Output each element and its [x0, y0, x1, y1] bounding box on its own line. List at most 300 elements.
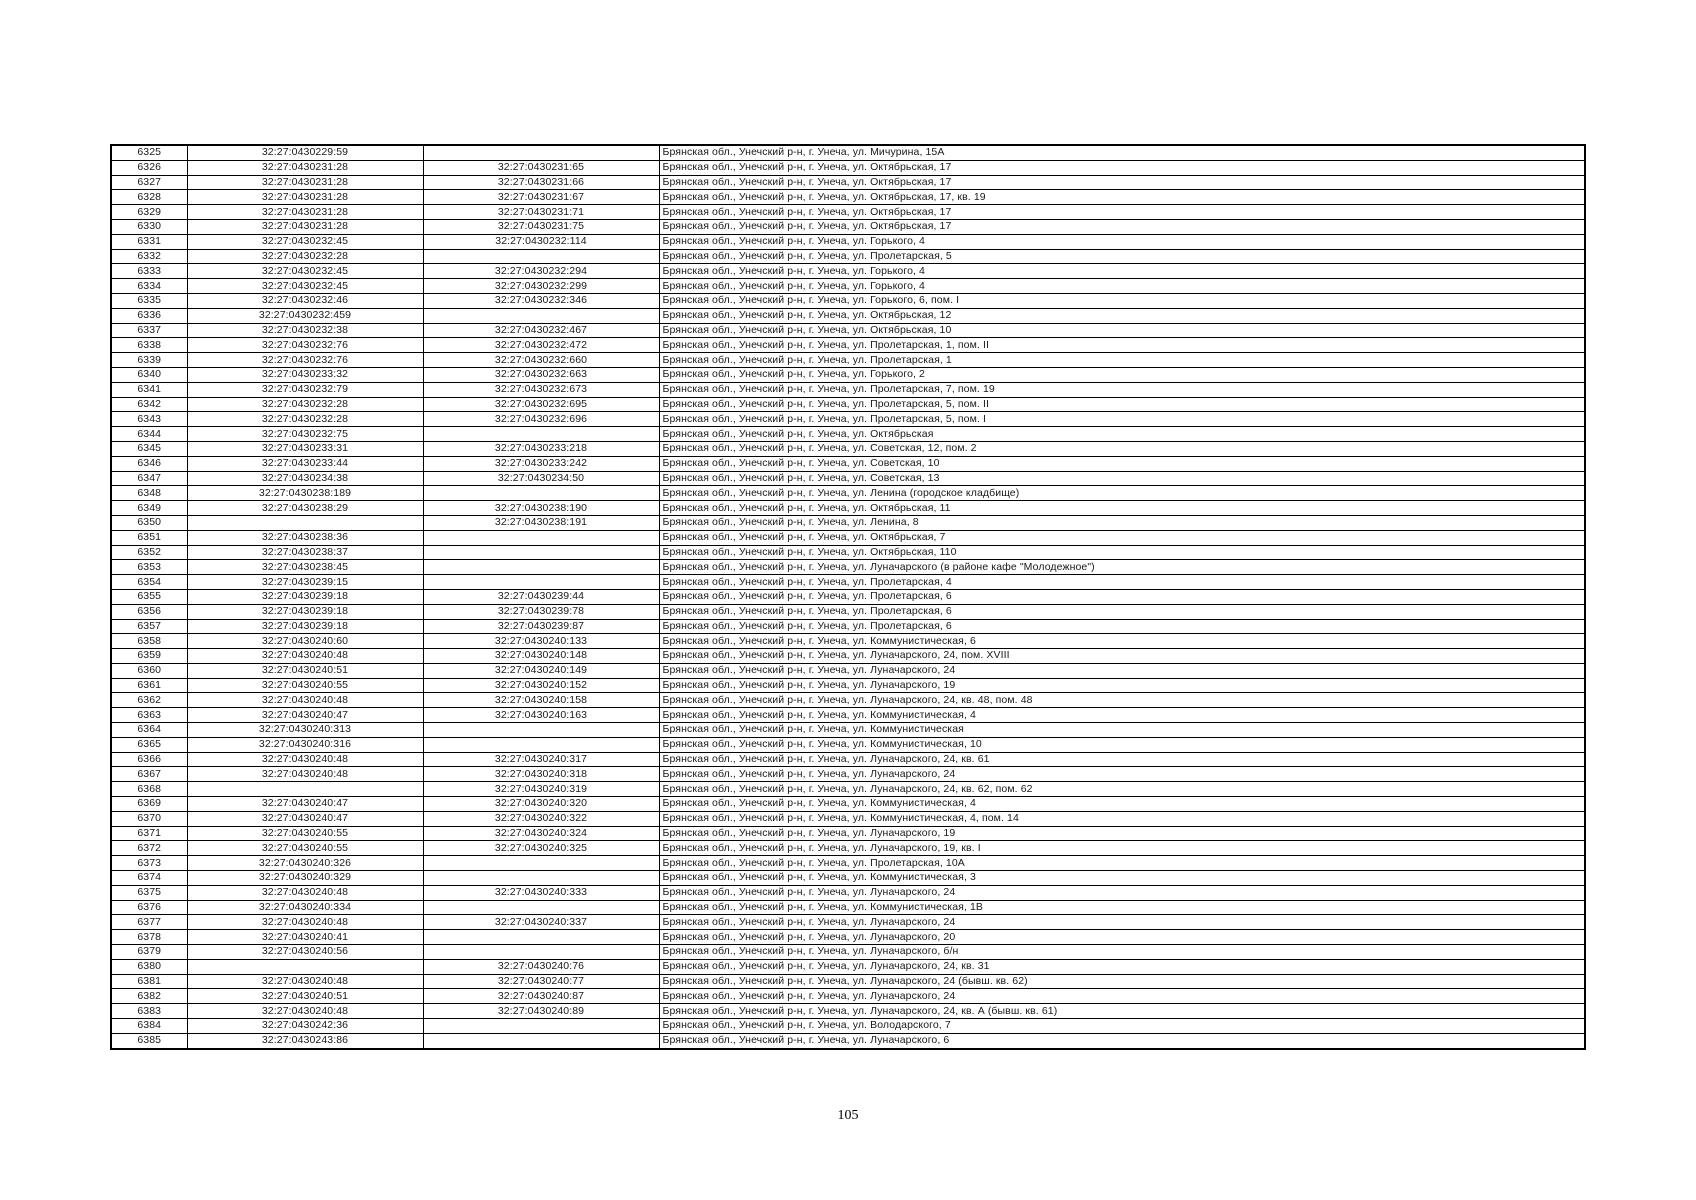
row-number-cell: 6350 [111, 515, 187, 530]
cadastral-number-cell: 32:27:0430232:79 [187, 382, 423, 397]
cadastral-number-cell: 32:27:0430231:28 [187, 190, 423, 205]
cadastral-number-cell: 32:27:0430240:55 [187, 826, 423, 841]
row-number-cell: 6383 [111, 1004, 187, 1019]
table-row [111, 160, 1585, 175]
address-cell: Брянская обл., Унечский р-н, г. Унеча, ул. Ленина (городское кладбище) [659, 486, 1585, 501]
table-row [111, 693, 1585, 708]
table-row [111, 826, 1585, 841]
row-number-cell: 6336 [111, 308, 187, 323]
object-number-cell: 32:27:0430240:333 [423, 885, 659, 900]
table-row [111, 915, 1585, 930]
address-cell: Брянская обл., Унечский р-н, г. Унеча, ул. Луначарского, 19 [659, 826, 1585, 841]
address-cell: Брянская обл., Унечский р-н, г. Унеча, ул. Пролетарская, 7, пом. 19 [659, 382, 1585, 397]
table-row [111, 264, 1585, 279]
object-number-cell: 32:27:0430240:87 [423, 989, 659, 1004]
table-row [111, 382, 1585, 397]
address-cell: Брянская обл., Унечский р-н, г. Унеча, ул. Луначарского (в районе кафе "Молодежное") [659, 560, 1585, 575]
row-number-cell: 6348 [111, 486, 187, 501]
object-number-cell: 32:27:0430238:191 [423, 515, 659, 530]
cadastral-number-cell: 32:27:0430240:334 [187, 900, 423, 915]
table-row [111, 145, 1585, 160]
address-cell: Брянская обл., Унечский р-н, г. Унеча, ул. Коммунистическая [659, 723, 1585, 738]
row-number-cell: 6381 [111, 974, 187, 989]
row-number-cell: 6333 [111, 264, 187, 279]
object-number-cell: 32:27:0430232:114 [423, 234, 659, 249]
table-row [111, 856, 1585, 871]
table-row [111, 945, 1585, 960]
row-number-cell: 6363 [111, 708, 187, 723]
object-number-cell: 32:27:0430231:67 [423, 190, 659, 205]
object-number-cell: 32:27:0430234:50 [423, 471, 659, 486]
object-number-cell: 32:27:0430231:71 [423, 205, 659, 220]
cadastral-number-cell: 32:27:0430232:75 [187, 427, 423, 442]
cadastral-number-cell: 32:27:0430240:326 [187, 856, 423, 871]
row-number-cell: 6372 [111, 841, 187, 856]
object-number-cell: 32:27:0430240:337 [423, 915, 659, 930]
cadastral-number-cell: 32:27:0430232:28 [187, 412, 423, 427]
cadastral-number-cell: 32:27:0430240:41 [187, 930, 423, 945]
table-row [111, 249, 1585, 264]
cadastral-number-cell: 32:27:0430243:86 [187, 1033, 423, 1048]
object-number-cell: 32:27:0430240:324 [423, 826, 659, 841]
cadastral-number-cell: 32:27:0430240:47 [187, 811, 423, 826]
cadastral-number-cell: 32:27:0430240:48 [187, 974, 423, 989]
address-cell: Брянская обл., Унечский р-н, г. Унеча, ул. Луначарского, 24 [659, 885, 1585, 900]
address-cell: Брянская обл., Унечский р-н, г. Унеча, ул. Луначарского, 6 [659, 1033, 1585, 1048]
table-row [111, 797, 1585, 812]
table-row [111, 515, 1585, 530]
table-row [111, 205, 1585, 220]
address-cell: Брянская обл., Унечский р-н, г. Унеча, ул. Луначарского, 24, кв. 48, пом. 48 [659, 693, 1585, 708]
table-row [111, 560, 1585, 575]
cadastral-number-cell: 32:27:0430231:28 [187, 219, 423, 234]
table-row [111, 1033, 1585, 1048]
row-number-cell: 6338 [111, 338, 187, 353]
object-number-cell [423, 723, 659, 738]
row-number-cell: 6339 [111, 353, 187, 368]
address-cell: Брянская обл., Унечский р-н, г. Унеча, ул. Горького, 4 [659, 264, 1585, 279]
row-number-cell: 6358 [111, 634, 187, 649]
cadastral-number-cell: 32:27:0430238:189 [187, 486, 423, 501]
cadastral-number-cell: 32:27:0430232:28 [187, 249, 423, 264]
cadastral-number-cell: 32:27:0430232:76 [187, 353, 423, 368]
row-number-cell: 6335 [111, 293, 187, 308]
address-cell: Брянская обл., Унечский р-н, г. Унеча, ул. Луначарского, 19 [659, 678, 1585, 693]
cadastral-number-cell: 32:27:0430240:48 [187, 752, 423, 767]
table-row [111, 441, 1585, 456]
cadastral-number-cell: 32:27:0430232:45 [187, 279, 423, 294]
address-cell: Брянская обл., Унечский р-н, г. Унеча, ул. Октябрьская, 17, кв. 19 [659, 190, 1585, 205]
object-number-cell: 32:27:0430232:695 [423, 397, 659, 412]
row-number-cell: 6352 [111, 545, 187, 560]
table-row [111, 1004, 1585, 1019]
page-number: 105 [837, 1108, 859, 1123]
object-number-cell: 32:27:0430232:294 [423, 264, 659, 279]
address-cell: Брянская обл., Унечский р-н, г. Унеча, ул. Октябрьская, 11 [659, 501, 1585, 516]
address-cell: Брянская обл., Унечский р-н, г. Унеча, ул. Луначарского, 24, кв. 61 [659, 752, 1585, 767]
cadastral-number-cell: 32:27:0430240:48 [187, 767, 423, 782]
table-row [111, 811, 1585, 826]
cadastral-number-cell: 32:27:0430240:51 [187, 989, 423, 1004]
address-cell: Брянская обл., Унечский р-н, г. Унеча, ул. Октябрьская, 17 [659, 175, 1585, 190]
row-number-cell: 6354 [111, 575, 187, 590]
table-row [111, 575, 1585, 590]
address-cell: Брянская обл., Унечский р-н, г. Унеча, ул. Мичурина, 15А [659, 145, 1585, 160]
row-number-cell: 6325 [111, 145, 187, 160]
address-cell: Брянская обл., Унечский р-н, г. Унеча, ул. Луначарского, 24 [659, 663, 1585, 678]
cadastral-number-cell: 32:27:0430231:28 [187, 175, 423, 190]
row-number-cell: 6347 [111, 471, 187, 486]
object-number-cell [423, 871, 659, 886]
object-number-cell [423, 900, 659, 915]
address-cell: Брянская обл., Унечский р-н, г. Унеча, ул. Луначарского, 24 (бывш. кв. 62) [659, 974, 1585, 989]
address-cell: Брянская обл., Унечский р-н, г. Унеча, ул. Луначарского, 24, кв. 31 [659, 959, 1585, 974]
object-number-cell [423, 1033, 659, 1048]
table-row [111, 338, 1585, 353]
cadastral-number-cell: 32:27:0430242:36 [187, 1019, 423, 1034]
address-cell: Брянская обл., Унечский р-н, г. Унеча, ул. Пролетарская, 5, пом. I [659, 412, 1585, 427]
address-cell: Брянская обл., Унечский р-н, г. Унеча, ул. Луначарского, б/н [659, 945, 1585, 960]
table-row [111, 782, 1585, 797]
table-row [111, 589, 1585, 604]
cadastral-number-cell: 32:27:0430232:38 [187, 323, 423, 338]
table-row [111, 308, 1585, 323]
table-row [111, 619, 1585, 634]
table-row [111, 486, 1585, 501]
address-cell: Брянская обл., Унечский р-н, г. Унеча, ул. Луначарского, 24, пом. XVIII [659, 649, 1585, 664]
table-row [111, 234, 1585, 249]
address-cell: Брянская обл., Унечский р-н, г. Унеча, ул. Октябрьская, 7 [659, 530, 1585, 545]
row-number-cell: 6329 [111, 205, 187, 220]
object-number-cell: 32:27:0430240:319 [423, 782, 659, 797]
row-number-cell: 6378 [111, 930, 187, 945]
table-row [111, 219, 1585, 234]
row-number-cell: 6327 [111, 175, 187, 190]
cadastral-number-cell: 32:27:0430239:15 [187, 575, 423, 590]
cadastral-number-cell: 32:27:0430238:29 [187, 501, 423, 516]
table-row [111, 367, 1585, 382]
address-cell: Брянская обл., Унечский р-н, г. Унеча, ул. Пролетарская, 5 [659, 249, 1585, 264]
object-number-cell: 32:27:0430240:148 [423, 649, 659, 664]
address-cell: Брянская обл., Унечский р-н, г. Унеча, ул. Октябрьская, 10 [659, 323, 1585, 338]
object-number-cell: 32:27:0430240:158 [423, 693, 659, 708]
object-number-cell: 32:27:0430232:663 [423, 367, 659, 382]
table-row [111, 427, 1585, 442]
address-cell: Брянская обл., Унечский р-н, г. Унеча, ул. Луначарского, 19, кв. I [659, 841, 1585, 856]
address-cell: Брянская обл., Унечский р-н, г. Унеча, ул. Октябрьская, 17 [659, 160, 1585, 175]
row-number-cell: 6342 [111, 397, 187, 412]
row-number-cell: 6332 [111, 249, 187, 264]
row-number-cell: 6364 [111, 723, 187, 738]
address-cell: Брянская обл., Унечский р-н, г. Унеча, ул. Пролетарская, 10А [659, 856, 1585, 871]
row-number-cell: 6367 [111, 767, 187, 782]
table-row [111, 723, 1585, 738]
registry-table-body [111, 145, 1585, 1049]
row-number-cell: 6337 [111, 323, 187, 338]
object-number-cell: 32:27:0430240:317 [423, 752, 659, 767]
object-number-cell: 32:27:0430240:89 [423, 1004, 659, 1019]
object-number-cell: 32:27:0430232:346 [423, 293, 659, 308]
cadastral-number-cell: 32:27:0430240:55 [187, 678, 423, 693]
address-cell: Брянская обл., Унечский р-н, г. Унеча, ул. Коммунистическая, 3 [659, 871, 1585, 886]
cadastral-number-cell: 32:27:0430231:28 [187, 205, 423, 220]
address-cell: Брянская обл., Унечский р-н, г. Унеча, ул. Советская, 13 [659, 471, 1585, 486]
address-cell: Брянская обл., Унечский р-н, г. Унеча, ул. Октябрьская [659, 427, 1585, 442]
cadastral-number-cell: 32:27:0430240:55 [187, 841, 423, 856]
address-cell: Брянская обл., Унечский р-н, г. Унеча, ул. Пролетарская, 6 [659, 589, 1585, 604]
row-number-cell: 6340 [111, 367, 187, 382]
address-cell: Брянская обл., Унечский р-н, г. Унеча, ул. Пролетарская, 6 [659, 604, 1585, 619]
table-row [111, 175, 1585, 190]
cadastral-number-cell: 32:27:0430240:51 [187, 663, 423, 678]
registry-table [110, 144, 1586, 1050]
cadastral-number-cell: 32:27:0430232:45 [187, 234, 423, 249]
row-number-cell: 6341 [111, 382, 187, 397]
table-row [111, 663, 1585, 678]
address-cell: Брянская обл., Унечский р-н, г. Унеча, ул. Коммунистическая, 10 [659, 737, 1585, 752]
object-number-cell: 32:27:0430240:152 [423, 678, 659, 693]
cadastral-number-cell: 32:27:0430240:56 [187, 945, 423, 960]
object-number-cell: 32:27:0430240:76 [423, 959, 659, 974]
object-number-cell: 32:27:0430231:65 [423, 160, 659, 175]
table-row [111, 737, 1585, 752]
address-cell: Брянская обл., Унечский р-н, г. Унеча, ул. Горького, 4 [659, 279, 1585, 294]
table-row [111, 930, 1585, 945]
address-cell: Брянская обл., Унечский р-н, г. Унеча, ул. Коммунистическая, 4, пом. 14 [659, 811, 1585, 826]
address-cell: Брянская обл., Унечский р-н, г. Унеча, ул. Луначарского, 24, кв. 62, пом. 62 [659, 782, 1585, 797]
row-number-cell: 6357 [111, 619, 187, 634]
row-number-cell: 6349 [111, 501, 187, 516]
address-cell: Брянская обл., Унечский р-н, г. Унеча, ул. Луначарского, 24 [659, 915, 1585, 930]
object-number-cell [423, 308, 659, 323]
object-number-cell [423, 737, 659, 752]
row-number-cell: 6355 [111, 589, 187, 604]
address-cell: Брянская обл., Унечский р-н, г. Унеча, ул. Ленина, 8 [659, 515, 1585, 530]
object-number-cell: 32:27:0430232:673 [423, 382, 659, 397]
row-number-cell: 6385 [111, 1033, 187, 1048]
cadastral-number-cell: 32:27:0430240:329 [187, 871, 423, 886]
cadastral-number-cell: 32:27:0430238:37 [187, 545, 423, 560]
row-number-cell: 6360 [111, 663, 187, 678]
row-number-cell: 6376 [111, 900, 187, 915]
row-number-cell: 6370 [111, 811, 187, 826]
address-cell: Брянская обл., Унечский р-н, г. Унеча, ул. Октябрьская, 110 [659, 545, 1585, 560]
row-number-cell: 6346 [111, 456, 187, 471]
object-number-cell [423, 560, 659, 575]
object-number-cell: 32:27:0430239:78 [423, 604, 659, 619]
row-number-cell: 6380 [111, 959, 187, 974]
table-row [111, 767, 1585, 782]
table-row [111, 959, 1585, 974]
cadastral-number-cell: 32:27:0430229:59 [187, 145, 423, 160]
row-number-cell: 6377 [111, 915, 187, 930]
table-row [111, 634, 1585, 649]
row-number-cell: 6371 [111, 826, 187, 841]
cadastral-number-cell: 32:27:0430233:31 [187, 441, 423, 456]
object-number-cell: 32:27:0430232:299 [423, 279, 659, 294]
cadastral-number-cell: 32:27:0430239:18 [187, 604, 423, 619]
address-cell: Брянская обл., Унечский р-н, г. Унеча, ул. Пролетарская, 1 [659, 353, 1585, 368]
object-number-cell: 32:27:0430232:472 [423, 338, 659, 353]
address-cell: Брянская обл., Унечский р-н, г. Унеча, ул. Советская, 12, пом. 2 [659, 441, 1585, 456]
object-number-cell: 32:27:0430233:218 [423, 441, 659, 456]
row-number-cell: 6375 [111, 885, 187, 900]
object-number-cell [423, 856, 659, 871]
cadastral-number-cell: 32:27:0430240:48 [187, 693, 423, 708]
table-row [111, 974, 1585, 989]
object-number-cell: 32:27:0430232:660 [423, 353, 659, 368]
table-row [111, 456, 1585, 471]
object-number-cell [423, 145, 659, 160]
object-number-cell: 32:27:0430239:87 [423, 619, 659, 634]
table-row [111, 841, 1585, 856]
object-number-cell: 32:27:0430240:320 [423, 797, 659, 812]
row-number-cell: 6345 [111, 441, 187, 456]
cadastral-number-cell: 32:27:0430233:44 [187, 456, 423, 471]
cadastral-number-cell: 32:27:0430239:18 [187, 619, 423, 634]
address-cell: Брянская обл., Унечский р-н, г. Унеча, ул. Володарского, 7 [659, 1019, 1585, 1034]
object-number-cell: 32:27:0430239:44 [423, 589, 659, 604]
object-number-cell: 32:27:0430231:75 [423, 219, 659, 234]
row-number-cell: 6353 [111, 560, 187, 575]
object-number-cell: 32:27:0430231:66 [423, 175, 659, 190]
table-row [111, 1019, 1585, 1034]
row-number-cell: 6362 [111, 693, 187, 708]
cadastral-number-cell: 32:27:0430240:316 [187, 737, 423, 752]
cadastral-number-cell: 32:27:0430240:48 [187, 915, 423, 930]
table-row [111, 708, 1585, 723]
row-number-cell: 6331 [111, 234, 187, 249]
object-number-cell: 32:27:0430233:242 [423, 456, 659, 471]
table-row [111, 871, 1585, 886]
address-cell: Брянская обл., Унечский р-н, г. Унеча, ул. Луначарского, 24 [659, 989, 1585, 1004]
cadastral-number-cell: 32:27:0430240:313 [187, 723, 423, 738]
cadastral-number-cell: 32:27:0430240:48 [187, 1004, 423, 1019]
row-number-cell: 6359 [111, 649, 187, 664]
address-cell: Брянская обл., Унечский р-н, г. Унеча, ул. Коммунистическая, 4 [659, 797, 1585, 812]
address-cell: Брянская обл., Унечский р-н, г. Унеча, ул. Советская, 10 [659, 456, 1585, 471]
object-number-cell [423, 530, 659, 545]
object-number-cell [423, 945, 659, 960]
address-cell: Брянская обл., Унечский р-н, г. Унеча, ул. Пролетарская, 1, пом. II [659, 338, 1585, 353]
object-number-cell [423, 486, 659, 501]
cadastral-number-cell: 32:27:0430232:28 [187, 397, 423, 412]
cadastral-number-cell: 32:27:0430240:48 [187, 885, 423, 900]
row-number-cell: 6344 [111, 427, 187, 442]
cadastral-number-cell [187, 959, 423, 974]
table-row [111, 545, 1585, 560]
row-number-cell: 6369 [111, 797, 187, 812]
address-cell: Брянская обл., Унечский р-н, г. Унеча, ул. Коммунистическая, 1В [659, 900, 1585, 915]
cadastral-number-cell: 32:27:0430232:459 [187, 308, 423, 323]
row-number-cell: 6366 [111, 752, 187, 767]
cadastral-number-cell: 32:27:0430240:60 [187, 634, 423, 649]
table-row [111, 530, 1585, 545]
cadastral-number-cell: 32:27:0430240:47 [187, 708, 423, 723]
object-number-cell [423, 545, 659, 560]
cadastral-number-cell: 32:27:0430232:46 [187, 293, 423, 308]
table-row [111, 293, 1585, 308]
row-number-cell: 6368 [111, 782, 187, 797]
address-cell: Брянская обл., Унечский р-н, г. Унеча, ул. Луначарского, 24 [659, 767, 1585, 782]
cadastral-number-cell: 32:27:0430232:76 [187, 338, 423, 353]
object-number-cell: 32:27:0430240:163 [423, 708, 659, 723]
row-number-cell: 6328 [111, 190, 187, 205]
cadastral-number-cell: 32:27:0430239:18 [187, 589, 423, 604]
address-cell: Брянская обл., Унечский р-н, г. Унеча, ул. Горького, 2 [659, 367, 1585, 382]
row-number-cell: 6384 [111, 1019, 187, 1034]
object-number-cell: 32:27:0430240:149 [423, 663, 659, 678]
row-number-cell: 6326 [111, 160, 187, 175]
address-cell: Брянская обл., Унечский р-н, г. Унеча, ул. Октябрьская, 17 [659, 219, 1585, 234]
address-cell: Брянская обл., Унечский р-н, г. Унеча, ул. Луначарского, 24, кв. А (бывш. кв. 61) [659, 1004, 1585, 1019]
row-number-cell: 6330 [111, 219, 187, 234]
row-number-cell: 6382 [111, 989, 187, 1004]
table-row [111, 501, 1585, 516]
object-number-cell: 32:27:0430232:696 [423, 412, 659, 427]
object-number-cell: 32:27:0430232:467 [423, 323, 659, 338]
table-row [111, 649, 1585, 664]
cadastral-number-cell [187, 782, 423, 797]
address-cell: Брянская обл., Унечский р-н, г. Унеча, ул. Октябрьская, 12 [659, 308, 1585, 323]
row-number-cell: 6343 [111, 412, 187, 427]
row-number-cell: 6334 [111, 279, 187, 294]
cadastral-number-cell: 32:27:0430238:45 [187, 560, 423, 575]
object-number-cell [423, 249, 659, 264]
row-number-cell: 6373 [111, 856, 187, 871]
object-number-cell [423, 930, 659, 945]
table-row [111, 885, 1585, 900]
address-cell: Брянская обл., Унечский р-н, г. Унеча, ул. Горького, 4 [659, 234, 1585, 249]
table-row [111, 279, 1585, 294]
object-number-cell: 32:27:0430240:77 [423, 974, 659, 989]
table-row [111, 678, 1585, 693]
table-row [111, 604, 1585, 619]
object-number-cell [423, 427, 659, 442]
table-row [111, 323, 1585, 338]
table-row [111, 752, 1585, 767]
address-cell: Брянская обл., Унечский р-н, г. Унеча, ул. Пролетарская, 5, пом. II [659, 397, 1585, 412]
cadastral-number-cell: 32:27:0430233:32 [187, 367, 423, 382]
cadastral-number-cell: 32:27:0430234:38 [187, 471, 423, 486]
address-cell: Брянская обл., Унечский р-н, г. Унеча, ул. Коммунистическая, 6 [659, 634, 1585, 649]
object-number-cell: 32:27:0430238:190 [423, 501, 659, 516]
cadastral-number-cell: 32:27:0430232:45 [187, 264, 423, 279]
object-number-cell: 32:27:0430240:133 [423, 634, 659, 649]
object-number-cell: 32:27:0430240:318 [423, 767, 659, 782]
address-cell: Брянская обл., Унечский р-н, г. Унеча, ул. Коммунистическая, 4 [659, 708, 1585, 723]
object-number-cell: 32:27:0430240:325 [423, 841, 659, 856]
row-number-cell: 6379 [111, 945, 187, 960]
table-row [111, 353, 1585, 368]
table-row [111, 190, 1585, 205]
address-cell: Брянская обл., Унечский р-н, г. Унеча, ул. Луначарского, 20 [659, 930, 1585, 945]
address-cell: Брянская обл., Унечский р-н, г. Унеча, ул. Октябрьская, 17 [659, 205, 1585, 220]
address-cell: Брянская обл., Унечский р-н, г. Унеча, ул. Пролетарская, 6 [659, 619, 1585, 634]
cadastral-number-cell [187, 515, 423, 530]
cadastral-number-cell: 32:27:0430240:47 [187, 797, 423, 812]
row-number-cell: 6351 [111, 530, 187, 545]
table-row [111, 989, 1585, 1004]
row-number-cell: 6374 [111, 871, 187, 886]
table-row [111, 412, 1585, 427]
table-row [111, 900, 1585, 915]
cadastral-number-cell: 32:27:0430240:48 [187, 649, 423, 664]
cadastral-number-cell: 32:27:0430231:28 [187, 160, 423, 175]
address-cell: Брянская обл., Унечский р-н, г. Унеча, ул. Горького, 6, пом. I [659, 293, 1585, 308]
object-number-cell [423, 575, 659, 590]
cadastral-number-cell: 32:27:0430238:36 [187, 530, 423, 545]
